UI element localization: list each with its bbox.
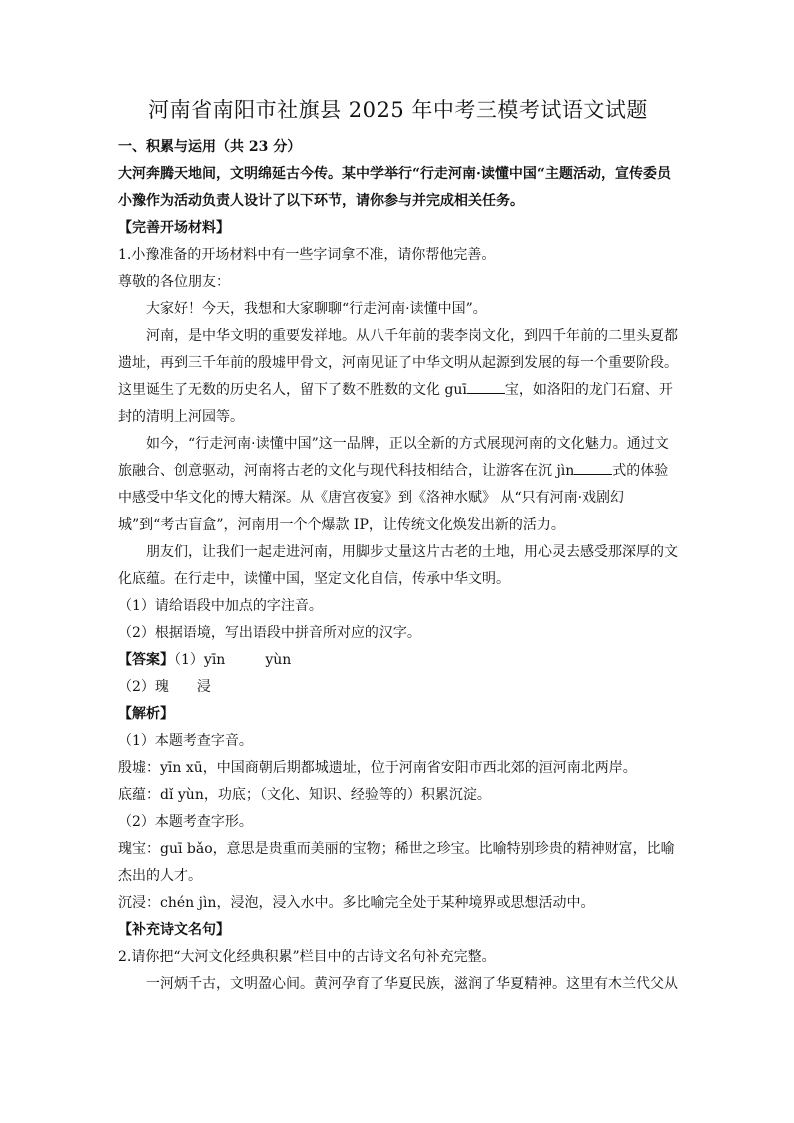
analysis-line-4: （2）本题考查字形。 [118, 814, 253, 830]
fill-blank-jin[interactable] [574, 460, 612, 475]
sub-question-1: （1）请给语段中加点的字注音。 [118, 598, 323, 614]
answer-2-b: 浸 [196, 679, 211, 695]
document-title: 河南省南阳市社旗县 2025 年中考三模考试语文试题 [148, 98, 648, 122]
answer-line-2 [118, 674, 678, 701]
speech-paragraph-2-tail: 宝，如洛阳的龙门石窟、开封的清明上河园等。 [118, 382, 673, 425]
question-1-stem: 1.小豫准备的开场材料中有一些字词拿不准，请你帮他完善。 [118, 247, 496, 263]
question-2-paragraph: 一河炳千古，文明盈心间。黄河孕育了华夏民族，滋润了华夏精神。这里有木兰代父从 [146, 976, 678, 992]
speech-paragraph-2-text: 河南，是中华文明的重要发祥地。从八千年前的裴李岗文化，到四千年前的二里头夏都遗址，再到三千年前的殷墟甲骨文，河南见证了中华文明从起源到发展的每一个重要阶段。这里诞生了无数的历史名人，留下了数不胜数的文化 guī [118, 328, 678, 398]
salutation: 尊敬的各位朋友： [118, 274, 230, 290]
intro-paragraph: 大河奔腾天地间，文明绵延古今传。某中学举行“行走河南·读懂中国“主题活动，宣传委员小豫作为活动负责人设计了以下环节，请你参与并完成相关任务。 [118, 166, 671, 209]
answer-1-a: yīn [203, 652, 226, 668]
analysis-line-6: 沉浸：chén jìn，浸泡，浸入水中。多比喻完全处于某种境界或思想活动中。 [118, 895, 595, 911]
speech-paragraph-1: 大家好！今天，我想和大家聊聊“行走河南·读懂中国”。 [146, 301, 487, 317]
fill-blank-gui[interactable] [467, 379, 505, 394]
speech-paragraph-3-tail: 式的体验中感受中华文化的博大精深。从《唐宫夜宴》到《洛神水赋》 从“只有河南·戏剧幻城”到“考古盲盒”，河南用一个个爆款 IP，让传统文化焕发出新的活力。 [118, 463, 669, 533]
speech-paragraph-3-text: 如今，“行走河南·读懂中国”这一品牌，正以全新的方式展现河南的文化魅力。通过文旅融合、创意驱动，河南将古老的文化与现代科技相结合，让游客在沉 jìn [118, 436, 669, 479]
analysis-label: 【解析】 [118, 706, 174, 722]
question-2-stem: 2.请你把“大河文化经典积累”栏目中的古诗文名句补充完整。 [118, 949, 496, 965]
answer-1-b: yùn [265, 652, 292, 668]
speech-paragraph-4: 朋友们，让我们一起走进河南，用脚步丈量这片古老的土地，用心灵去感受那深厚的文化底蕴。在行走中，读懂中国，坚定文化自信，传承中华文明。 [118, 544, 678, 587]
answer-label: 【答案】 [118, 652, 174, 668]
speech-paragraph-3 [118, 431, 678, 539]
answer-1-prefix: （1） [174, 652, 204, 668]
document-page [118, 95, 678, 998]
speech-paragraph-2 [118, 323, 678, 431]
section-heading: 一、积累与运用（共 23 分） [118, 139, 302, 155]
analysis-line-5: 瑰宝：guī bǎo，意思是贵重而美丽的宝物；稀世之珍宝。比喻特别珍贵的精神财富，比喻杰出的人才。 [118, 841, 675, 884]
answer-line-1 [118, 647, 678, 674]
task2-heading: 【补充诗文名句】 [118, 922, 230, 938]
analysis-line-3: 底蕴：dǐ yùn，功底；（文化、知识、经验等的）积累沉淀。 [118, 787, 491, 803]
analysis-line-2: 殷墟：yīn xū，中国商朝后期都城遗址，位于河南省安阳市西北郊的洹河南北两岸。 [118, 760, 637, 776]
sub-question-2: （2）根据语境，写出语段中拼音所对应的汉字。 [118, 625, 421, 641]
answer-2-a: 瑰 [154, 679, 169, 695]
answer-2-prefix: （2） [118, 679, 155, 695]
analysis-line-1: （1）本题考查字音。 [118, 733, 253, 749]
task1-heading: 【完善开场材料】 [118, 220, 230, 236]
